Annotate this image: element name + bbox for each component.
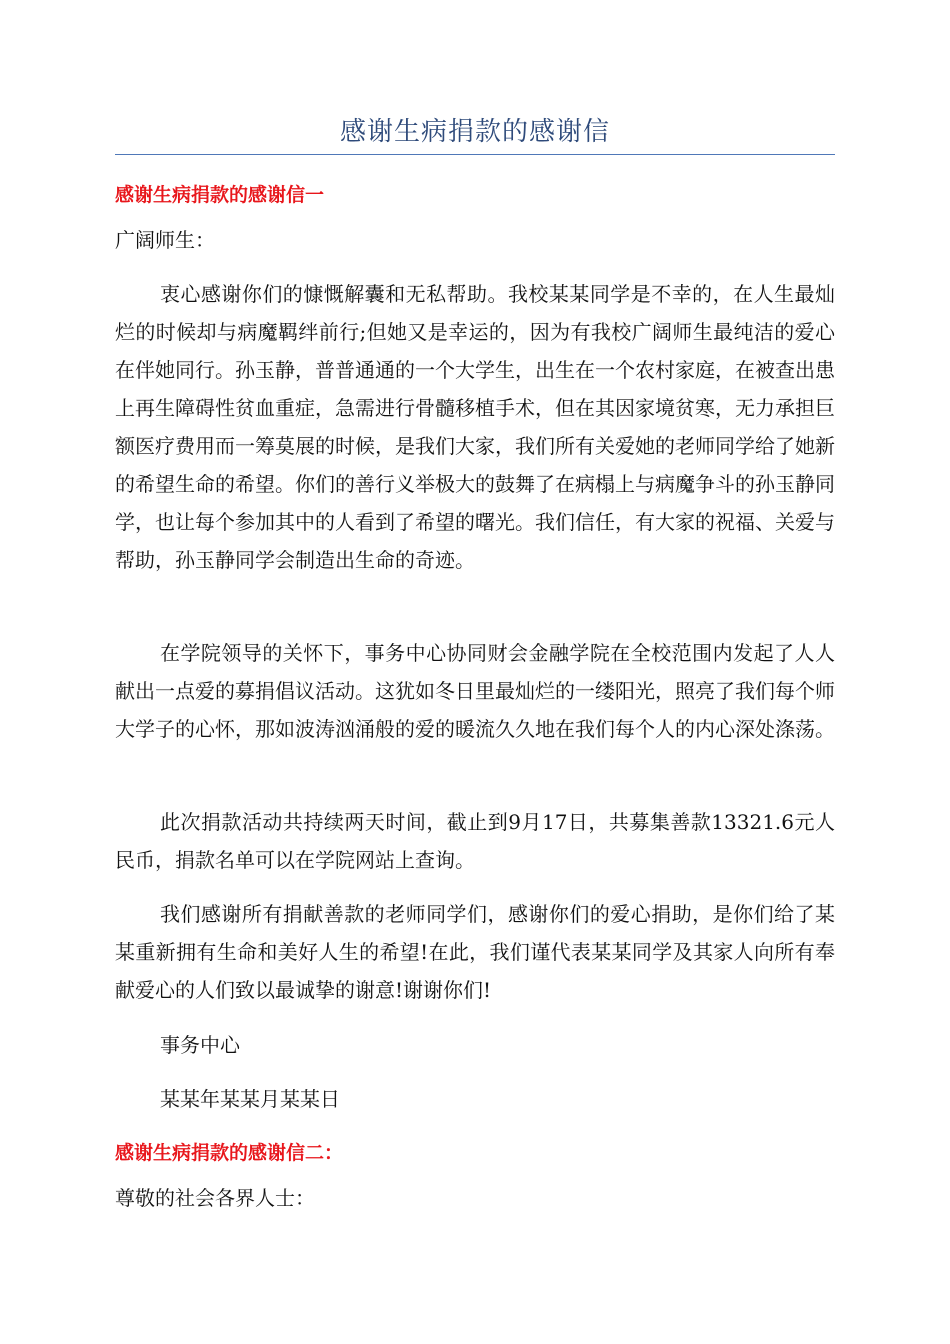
paragraph-4: 我们感谢所有捐献善款的老师同学们，感谢你们的爱心捐助，是你们给了某某重新拥有生命和美好人生的希望!在此，我们谨代表某某同学及其家人向所有奉献爱心的人们致以最诚挚的谢意!谢谢你们! bbox=[115, 902, 835, 1002]
section-heading-2: 感谢生病捐款的感谢信二： bbox=[115, 1142, 344, 1164]
salutation-1: 广阔师生： bbox=[115, 228, 215, 252]
signature-date: 某某年某某月某某日 bbox=[160, 1087, 340, 1111]
salutation-2: 尊敬的社会各界人士： bbox=[115, 1186, 315, 1210]
paragraph-3: 此次捐款活动共持续两天时间，截止到9月17日，共募集善款13321.6元人民币，捐款名单可以在学院网站上查询。 bbox=[115, 810, 835, 872]
paragraph-2: 在学院领导的关怀下，事务中心协同财会金融学院在全校范围内发起了人人献出一点爱的募捐倡议活动。这犹如冬日里最灿烂的一缕阳光，照亮了我们每个师大学子的心怀，那如波涛汹涌般的爱的暖流久久地在我们每个人的内心深处涤荡。 bbox=[115, 641, 835, 741]
title-divider bbox=[115, 154, 835, 155]
page-title: 感谢生病捐款的感谢信 bbox=[339, 117, 610, 147]
paragraph-1: 衷心感谢你们的慷慨解囊和无私帮助。我校某某同学是不幸的，在人生最灿烂的时候却与病魔羁绊前行;但她又是幸运的，因为有我校广阔师生最纯洁的爱心在伴她同行。孙玉静，普普通通的一个大学生，出生在一个农村家庭，在被查出患上再生障碍性贫血重症，急需进行骨髓移植手术，但在其因家境贫寒，无力承担巨额医疗费用而一筹莫展的时候，是我们大家，我们所有关爱她的老师同学给了她新的希望生命的希望。你们的善行义举极大的鼓舞了在病榻上与病魔争斗的孙玉静同学，也让每个参加其中的人看到了希望的曙光。我们信任，有大家的祝福、关爱与帮助，孙玉静同学会制造出生命的奇迹。 bbox=[115, 282, 835, 572]
section-heading-1: 感谢生病捐款的感谢信一 bbox=[115, 184, 325, 206]
signature: 事务中心 bbox=[160, 1033, 240, 1057]
